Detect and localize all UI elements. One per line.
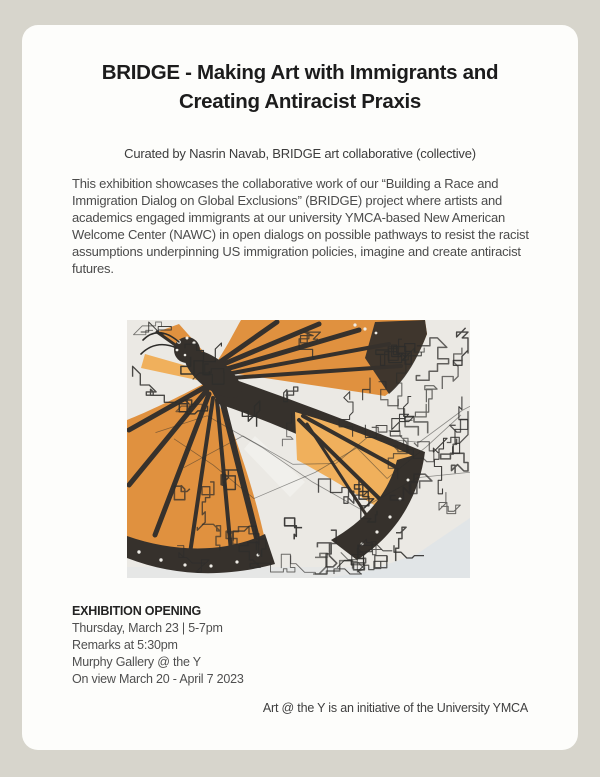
butterfly-map-artwork	[127, 320, 470, 578]
butterfly-map-illustration	[127, 320, 470, 578]
event-heading: EXHIBITION OPENING	[72, 604, 202, 618]
title-line-2: Creating Antiracist Praxis	[178, 90, 422, 113]
exhibition-description: This exhibition showcases the collaborative work of our “Building a Race and Immigration Dialog on Global Exclusions” (BRIDGE) project where artists and academics engaged immigrants at our university YMCA-based New American Welcome Center (NAWC) in open dialogs on possible pathways to resist the racist assumptions underpinning US immigration policies, imagine and create antiracist futures.	[72, 176, 529, 276]
page-title	[50, 58, 550, 116]
flyer-card	[22, 25, 578, 750]
curator-line: Curated by Nasrin Navab, BRIDGE art collaborative (collective)	[124, 146, 476, 161]
event-date-line: Thursday, March 23 | 5-7pm	[72, 621, 223, 635]
event-duration-line: On view March 20 - April 7 2023	[72, 672, 244, 686]
event-details	[72, 603, 244, 688]
event-remarks-line: Remarks at 5:30pm	[72, 638, 178, 652]
footer-note: Art @ the Y is an initiative of the University YMCA	[262, 701, 528, 715]
event-location-line: Murphy Gallery @ the Y	[72, 655, 201, 669]
title-line-1: BRIDGE - Making Art with Immigrants and	[101, 61, 499, 84]
